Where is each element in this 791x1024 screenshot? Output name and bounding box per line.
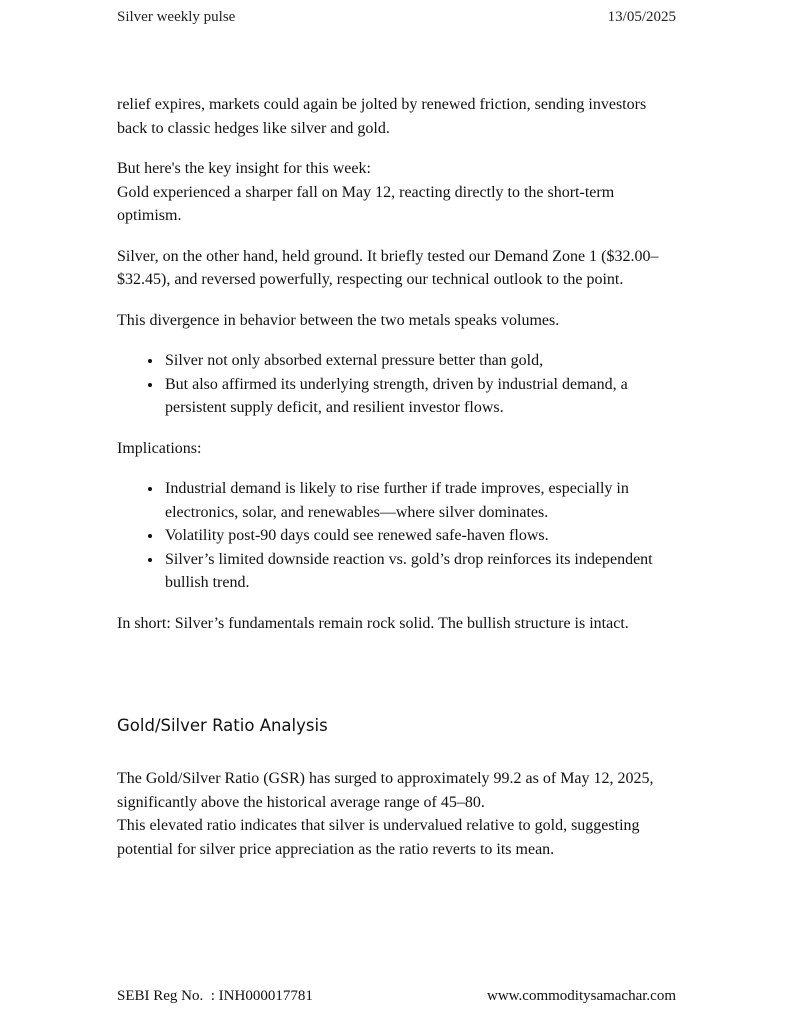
- gsr-line-1: The Gold/Silver Ratio (GSR) has surged to approximately 99.2 as of May 12, 2025, significantly above the historical average range of 45–80.: [117, 770, 654, 811]
- list-item: • Volatility post-90 days could see renewed safe-haven flows.: [163, 524, 677, 548]
- implications-label: Implications:: [117, 439, 202, 457]
- sebi-registration: SEBI Reg No. : INH000017781: [117, 988, 313, 1004]
- gold-fall-line: Gold experienced a sharper fall on May 12, reacting directly to the short-term optimism.: [117, 183, 615, 224]
- gsr-paragraph: [117, 767, 677, 861]
- page-footer: [117, 988, 676, 1005]
- list-item: • Silver not only absorbed external pressure better than gold,: [163, 349, 677, 373]
- list-item: • But also affirmed its underlying strength, driven by industrial demand, a persistent supply deficit, and resilient investor flows.: [163, 373, 677, 420]
- page-header: [117, 9, 676, 26]
- paragraph-divergence: This divergence in behavior between the two metals speaks volumes.: [117, 311, 560, 329]
- list-item: • Industrial demand is likely to rise further if trade improves, especially in electronics, solar, and renewables—where silver dominates.: [163, 477, 677, 524]
- divergence-bullet-list: [117, 349, 677, 420]
- paragraph-summary: In short: Silver’s fundamentals remain rock solid. The bullish structure is intact.: [117, 614, 629, 632]
- paragraph-relief: relief expires, markets could again be jolted by renewed friction, sending investors back to classic hedges like silver and gold.: [117, 96, 647, 137]
- article-body: [117, 93, 677, 652]
- paragraph-key-insight: [117, 157, 677, 228]
- header-title: Silver weekly pulse: [117, 9, 236, 25]
- header-date: 13/05/2025: [607, 9, 676, 25]
- key-insight-line: But here's the key insight for this week:: [117, 160, 371, 177]
- implications-bullet-list: [117, 477, 677, 595]
- paragraph-silver-held: Silver, on the other hand, held ground. It briefly tested our Demand Zone 1 ($32.00–$32.45), and reversed powerfully, respecting our technical outlook to the point.: [117, 247, 659, 288]
- list-item: • Silver’s limited downside reaction vs. gold’s drop reinforces its independent bullish trend.: [163, 548, 677, 595]
- website-link[interactable]: www.commoditysamachar.com: [487, 988, 676, 1004]
- gsr-line-2: This elevated ratio indicates that silver is undervalued relative to gold, suggesting potential for silver price appreciation as the ratio reverts to its mean.: [117, 817, 640, 858]
- section-heading-gsr: Gold/Silver Ratio Analysis: [117, 716, 328, 735]
